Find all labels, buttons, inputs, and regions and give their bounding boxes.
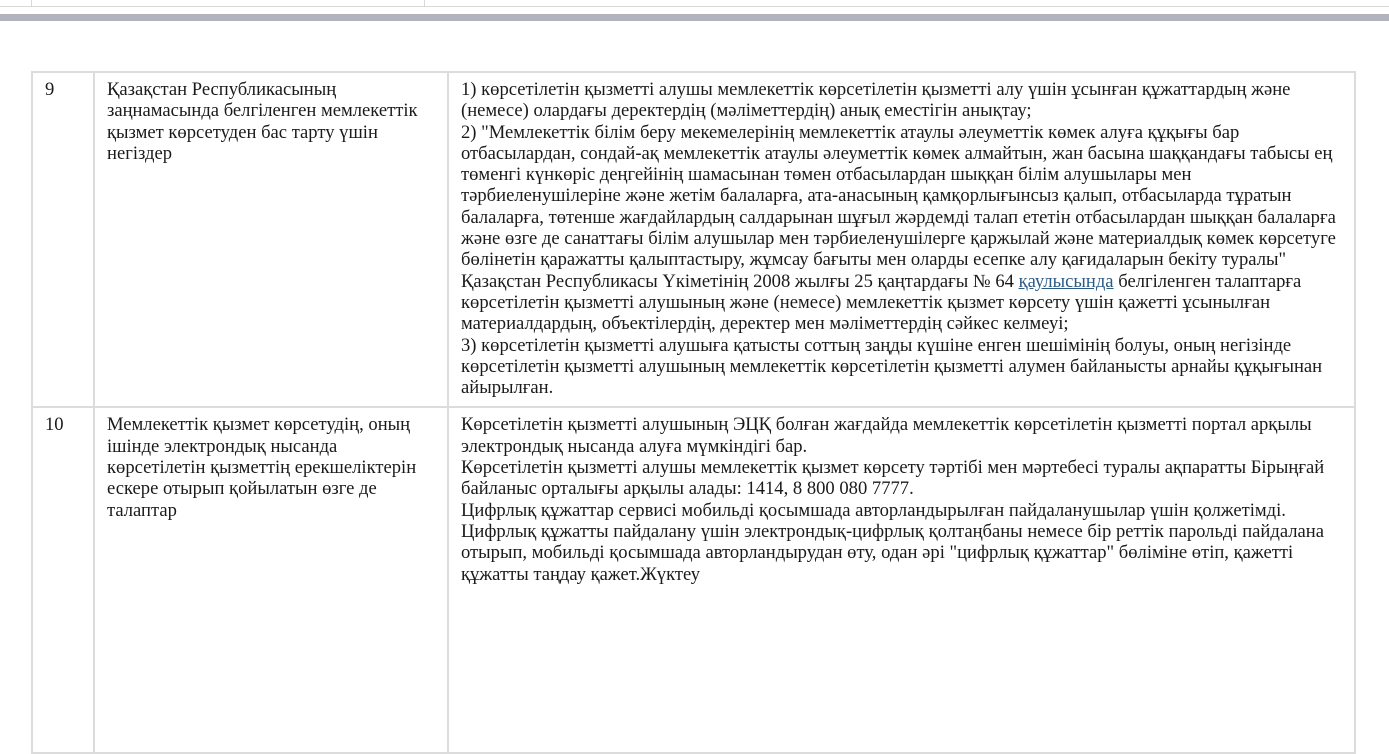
table-row bbox=[32, 407, 1355, 753]
row-number: 10 bbox=[32, 407, 94, 753]
service-standard-table bbox=[31, 71, 1356, 754]
content-paragraph: Цифрлық құжаттар сервисі мобильді қосымшада авторландырылған пайдаланушылар үшін қолжетімді. bbox=[461, 499, 1286, 521]
content-paragraph: Көрсетілетін қызметті алушы мемлекеттік қызмет көрсету тәртібі мен мәртебесі туралы ақпаратты Бірыңғай байланыс орталығы арқылы алады: 1414, 8 800 080 7777. bbox=[461, 457, 1325, 500]
previous-table-divider bbox=[31, 0, 32, 6]
content-paragraph: 1) көрсетілетін қызметті алушы мемлекеттік көрсетілетін қызметті алу үшін ұсынған құжаттардың және (немесе) олардағы деректердің (мәліметтердің) анық еместігін анықтау; bbox=[461, 79, 1291, 122]
row-content bbox=[448, 72, 1355, 407]
previous-table-bottom-edge bbox=[0, 0, 1389, 7]
content-paragraph: 3) көрсетілетін қызметті алушыға қатысты соттың заңды күшіне енген шешімінің болуы, оның негізінде көрсетілетін қызметті алушының мемлекеттік көрсетілетін қызметті алумен байланысты арнайы құқығынан айырылған. bbox=[461, 334, 1323, 399]
row-number: 9 bbox=[32, 72, 94, 407]
content-paragraph bbox=[461, 122, 1342, 335]
row-content bbox=[448, 407, 1355, 753]
resolution-link[interactable]: қаулысында bbox=[1018, 270, 1114, 292]
row-title: Мемлекеттік қызмет көрсетудің, оның ішінде электрондық нысанда көрсетілетін қызметтің ерекшеліктерін ескере отырып қойылатын өзге де талаптар bbox=[94, 407, 448, 753]
table-row bbox=[32, 72, 1355, 407]
paragraph-text: 2) "Мемлекеттік білім беру мекемелерінің мемлекеттік атаулы әлеуметтік көмек алуға құқығы бар отбасылардан, сондай-ақ мемлекеттік атаулы әлеуметтік көмек алмайтын, жан басына шаққандағы табысы ең төменгі күнкөріс деңгейінің шамасынан төмен отбасылардан шыққан білім алушылары мен тәрбиеленушілеріне және жетім балаларға, ата-анасының қамқорлығынсыз қалып, отбасыларда тұратын балаларға, төтенше жағдайлардың салдарынан шұғыл жәрдемді талап ететін отбасылардан шыққан балаларға және өзге де санаттағы білім алушылар мен тәрбиеленушілерге қаржылай және материалдық көмек көрсетуге бөлінетін қаражатты қалыптастыру, жұмсау бағыты мен оларды есепке алу қағидаларын бекіту туралы" Қазақстан Республикасы Үкіметінің 2008 жылғы 25 қаңтардағы № 64 bbox=[461, 121, 1336, 292]
previous-table-divider bbox=[424, 0, 425, 6]
content-paragraph: Көрсетілетін қызметті алушының ЭЦҚ болған жағдайда мемлекеттік көрсетілетін қызметті портал арқылы электрондық нысанда алуға мүмкіндігі бар. bbox=[461, 414, 1312, 457]
page-separator-bar bbox=[0, 14, 1389, 21]
content-paragraph: Цифрлық құжатты пайдалану үшін электрондық-цифрлық қолтаңбаны немесе бір реттік парольді пайдалана отырып, мобильді қосымшада авторландырудан өту, одан әрі "цифрлық құжаттар" бөліміне өтіп, қажетті құжатты таңдау қажет.Жүктеу bbox=[461, 520, 1324, 585]
row-title: Қазақстан Республикасының заңнамасында белгіленген мемлекеттік қызмет көрсетуден бас тарту үшін негіздер bbox=[94, 72, 448, 407]
paragraph-text: белгіленген талаптарға көрсетілетін қызметті алушының және (немесе) мемлекеттік қызмет көрсету үшін қажетті ұсынылған материалдардың, объектілердің, деректер мен мәліметтердің сәйкес келмеуі; bbox=[461, 270, 1302, 335]
